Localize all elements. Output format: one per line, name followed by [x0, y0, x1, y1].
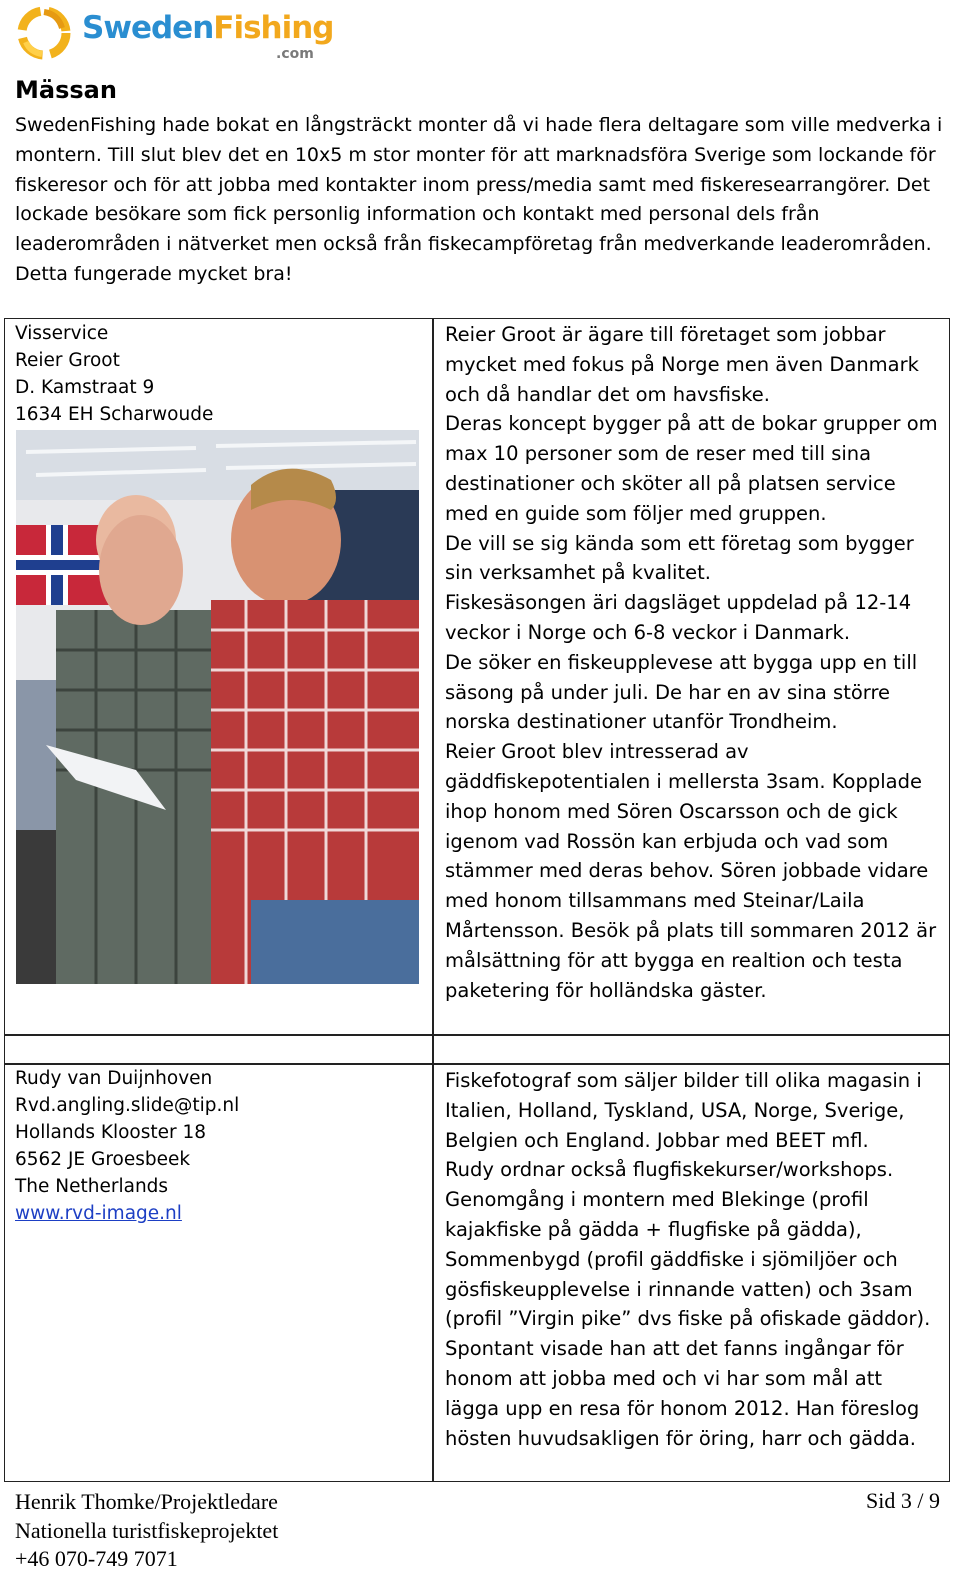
logo-wordmark: [82, 10, 334, 46]
description-paragraph: Spontant visade han att det fanns ingångar för honom att jobba med och vi har som mål att lägga upp en resa för honom 2012. Han föreslog hösten huvudsakligen för öring, harr och gädda.: [445, 1337, 920, 1450]
fair-photo: [16, 430, 419, 984]
contact-block-rudy: [15, 1065, 239, 1227]
description-paragraph: De söker en fiskeupplevese att bygga upp en till säsong på under juli. De har en av sina större norska destinationer utanför Trondheim.: [445, 650, 918, 734]
description-paragraph: Rudy ordnar också flugfiskekurser/workshops.: [445, 1158, 894, 1182]
contact-country: The Netherlands: [15, 1176, 169, 1197]
footer-phone: +46 070-749 7071: [15, 1546, 178, 1571]
description-visservice: [445, 320, 940, 1005]
description-paragraph: Genomgång i montern med Blekinge (profil kajakfiske på gädda + flugfiske på gädda), Sommenbygd (profil gäddfiske i sjömiljöer och gösfiskeupplevelse i rinnande vatten) och 3sam (profil ”Virgin pike” dvs fiske på ofiskade gäddor).: [445, 1188, 931, 1331]
description-paragraph: Fiskesäsongen äri dagsläget uppdelad på 12-14 veckor i Norge och 6-8 veckor i Danmark.: [445, 591, 912, 644]
contact-email: Rvd.angling.slide@tip.nl: [15, 1095, 240, 1116]
description-rudy: [445, 1066, 940, 1453]
section-heading: Mässan: [15, 76, 117, 104]
contact-postal: 6562 JE Groesbeek: [15, 1149, 191, 1170]
contact-street: D. Kamstraat 9: [15, 377, 155, 398]
logo-word-sweden: Sweden: [82, 10, 214, 46]
page-number: Sid 3 / 9: [866, 1488, 940, 1513]
contact-person: Rudy van Duijnhoven: [15, 1068, 213, 1089]
table-column-divider: [432, 318, 434, 1482]
swedenfishing-logo: [14, 2, 334, 62]
contact-postal: 1634 EH Scharwoude: [15, 404, 214, 425]
fish-hook-logo-icon: [14, 2, 76, 62]
page-footer: [15, 1488, 278, 1574]
intro-paragraph: SwedenFishing hade bokat en långsträckt monter då vi hade flera deltagare som ville medverka i montern. Till slut blev det en 10x5 m stor monter för att marknadsföra Sverige som lockande för fiskeresor och för att jobba med kontakter inom press/media samt med fiskeresearrangörer. Det lockade besökare som fick personlig information och kontakt med personal dels från leaderområden i nätverket men också från fiskecampföretag från medverkande leaderområden. Detta fungerade mycket bra!: [15, 114, 943, 285]
description-paragraph: Reier Groot blev intresserad av gäddfiskepotentialen i mellersta 3sam. Kopplade ihop honom med Sören Oscarsson och de gick igenom vad Rossön kan erbjuda och vad som stämmer med deras behov. Sören jobbade vidare med honom tillsammans med Steinar/Laila Mårtensson. Besök på plats till sommaren 2012 är målsättning för att bygga en realtion och testa paketering för holländska gäster.: [445, 740, 937, 1002]
description-paragraph: Fiskefotograf som säljer bilder till olika magasin i Italien, Holland, Tyskland, USA, Norge, Sverige, Belgien och England. Jobbar med BEET mfl.: [445, 1069, 922, 1152]
description-paragraph: Deras koncept bygger på att de bokar grupper om max 10 personer som de reser med till sina destinationer och sköter all på platsen service med en guide som följer med gruppen.: [445, 412, 938, 525]
contact-block-visservice: [15, 320, 213, 428]
description-paragraph: Reier Groot är ägare till företaget som jobbar mycket med fokus på Norge men även Danmark och då handlar det om havsfiske.: [445, 323, 919, 406]
contact-person: Reier Groot: [15, 350, 120, 371]
footer-author: Henrik Thomke/Projektledare: [15, 1489, 278, 1514]
footer-project: Nationella turistfiskeprojektet: [15, 1517, 279, 1543]
logo-domain-suffix: .com: [276, 46, 314, 62]
website-link[interactable]: www.rvd-image.nl: [15, 1203, 182, 1224]
contact-street: Hollands Klooster 18: [15, 1122, 207, 1143]
description-paragraph: De vill se sig kända som ett företag som bygger sin verksamhet på kvalitet.: [445, 531, 914, 585]
table-row-divider: [4, 1034, 950, 1036]
logo-word-fishing: Fishing: [213, 10, 334, 46]
contact-company: Visservice: [15, 323, 109, 344]
